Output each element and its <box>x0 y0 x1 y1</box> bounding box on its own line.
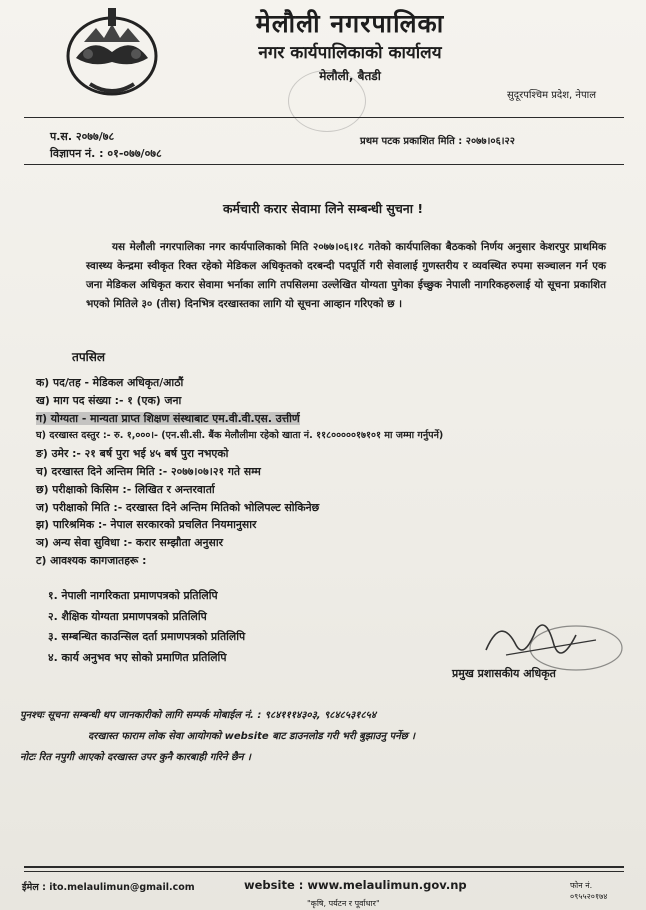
nepal-emblem-icon <box>62 6 162 98</box>
reference-number: प.स. २०७७/७८ <box>50 130 115 143</box>
rejection-note: नोटः रित नपुगी आएको दरखास्त उपर कुनै कारबाही गरिने छैन । <box>20 752 251 763</box>
footer-phone: फोन नं. ०९५५२०१७४ <box>570 881 608 901</box>
notice-title: कर्मचारी करार सेवामा लिने सम्बन्धी सुचना ! <box>222 201 424 216</box>
municipality-title: मेलौली नगरपालिका <box>255 9 445 38</box>
detail-deadline: च) दरखास्त दिने अन्तिम मिति :- २०७७।०७।२१ गते सम्म <box>36 464 261 478</box>
notice-body: यस मेलौली नगरपालिका नगर कार्यपालिकाको मिति २०७७।०६।१८ गतेको कार्यपालिका बैठकको निर्णय अनुसार केशरपुर प्राथमिक स्वास्थ्य केन्द्रमा स्वीकृत रिक्त रहेको मेडिकल अधिकृतको दरबन्दी पदपूर्ति गरी सेवालाई गुणस्तरीय र व्यवस्थित रुपमा सञ्चालन गर्न एक जना मेडिकल अधिकृत करार सेवामा भर्नाका लागि तपसिलमा उल्लेखित योग्यता पुगेका ईच्छुक नेपाली नागरिकहरुलाई यो सूचना प्रकाशित भएको मितिले ३० (तीस) दिनभित्र दरखास्तका लागि यो सूचना आव्हान गरिएको छ । <box>86 241 606 310</box>
signatory-title: प्रमुख प्रशासकीय अधिकृत <box>452 667 556 680</box>
footer-website: website : www.melaulimun.gov.np <box>244 878 467 892</box>
office-address: मेलौली, बैतडी <box>319 69 381 83</box>
publication-date: प्रथम पटक प्रकाशित मिति : २०७७।०६।२२ <box>360 136 515 147</box>
detail-fee: घ) दरखास्त दस्तुर :- रु. १,०००।- (एन.सी.सी. बैंक मेलौलीमा रहेको खाता नं. ११८०००००१७१०१ मा जम्मा गर्नुपर्ने) <box>36 430 444 442</box>
office-stamp <box>288 70 366 132</box>
document-item: १. नेपाली नागरिकता प्रमाणपत्रको प्रतिलिपि <box>48 589 218 602</box>
detail-exam-type: छ) परीक्षाको किसिम :- लिखित र अन्तरवार्ता <box>36 482 215 496</box>
detail-documents-heading: ट) आवश्यक कागजातहरू : <box>36 553 147 567</box>
contact-note: पुनश्चः सूचना सम्बन्धी थप जानकारीको लागि सम्पर्क मोबाईल नं. : ९८४१११४३०३, ९८४८५३१८५४ <box>20 710 377 721</box>
footer-divider-thin <box>24 871 624 872</box>
form-download-note: दरखास्त फाराम लोक सेवा आयोगको website बाट डाउनलोड गरी भरी बुझाउनु पर्नेछ । <box>88 731 416 742</box>
detail-facilities: ञ) अन्य सेवा सुविधा :- करार सम्झौता अनुसार <box>36 536 224 550</box>
reference-divider <box>24 164 624 165</box>
detail-post: क) पद/तह - मेडिकल अधिकृत/आठौं <box>36 376 184 389</box>
detail-qualification-row <box>36 410 636 428</box>
detail-salary: झ) पारिश्रमिक :- नेपाल सरकारको प्रचलित नियमानुसार <box>36 518 257 532</box>
header-divider <box>24 117 624 118</box>
footnotes <box>20 705 630 768</box>
document-item: ४. कार्य अनुभव भए सोको प्रमाणित प्रतिलिपि <box>48 650 227 664</box>
details-heading: तपसिल <box>72 350 106 364</box>
footer-motto: "कृषि, पर्यटन र पूर्वाधार" <box>307 899 380 908</box>
footer-divider <box>24 866 624 868</box>
footer-email: ईमेल : ito.melaulimun@gmail.com <box>22 882 195 893</box>
province-label: सुदूरपश्चिम प्रदेश, नेपाल <box>507 90 596 101</box>
required-documents-list <box>48 586 245 668</box>
details-list <box>36 374 636 570</box>
detail-positions: ख) माग पद संख्या :- १ (एक) जना <box>36 393 182 407</box>
document-item: २. शैक्षिक योग्यता प्रमाणपत्रको प्रतिलिपि <box>48 609 207 623</box>
office-subtitle: नगर कार्यपालिकाको कार्यालय <box>258 43 442 63</box>
document-item: ३. सम्बन्धित काउन्सिल दर्ता प्रमाणपत्रको प्रतिलिपि <box>48 630 246 643</box>
detail-exam-date: ज) परीक्षाको मिति :- दरखास्त दिने अन्तिम मितिको भोलिपल्ट सोकिनेछ <box>36 500 320 514</box>
detail-age: ङ) उमेर :- २१ बर्ष पुरा भई ४५ बर्ष पुरा नभएको <box>36 447 229 461</box>
detail-qualification: ग) योग्यता - मान्यता प्राप्त शिक्षण संस्थाबाट एम.वी.वी.एस. उत्तीर्ण <box>36 411 300 425</box>
advertisement-number: विज्ञापन नं. : ०१-०७७/०७८ <box>50 147 162 160</box>
